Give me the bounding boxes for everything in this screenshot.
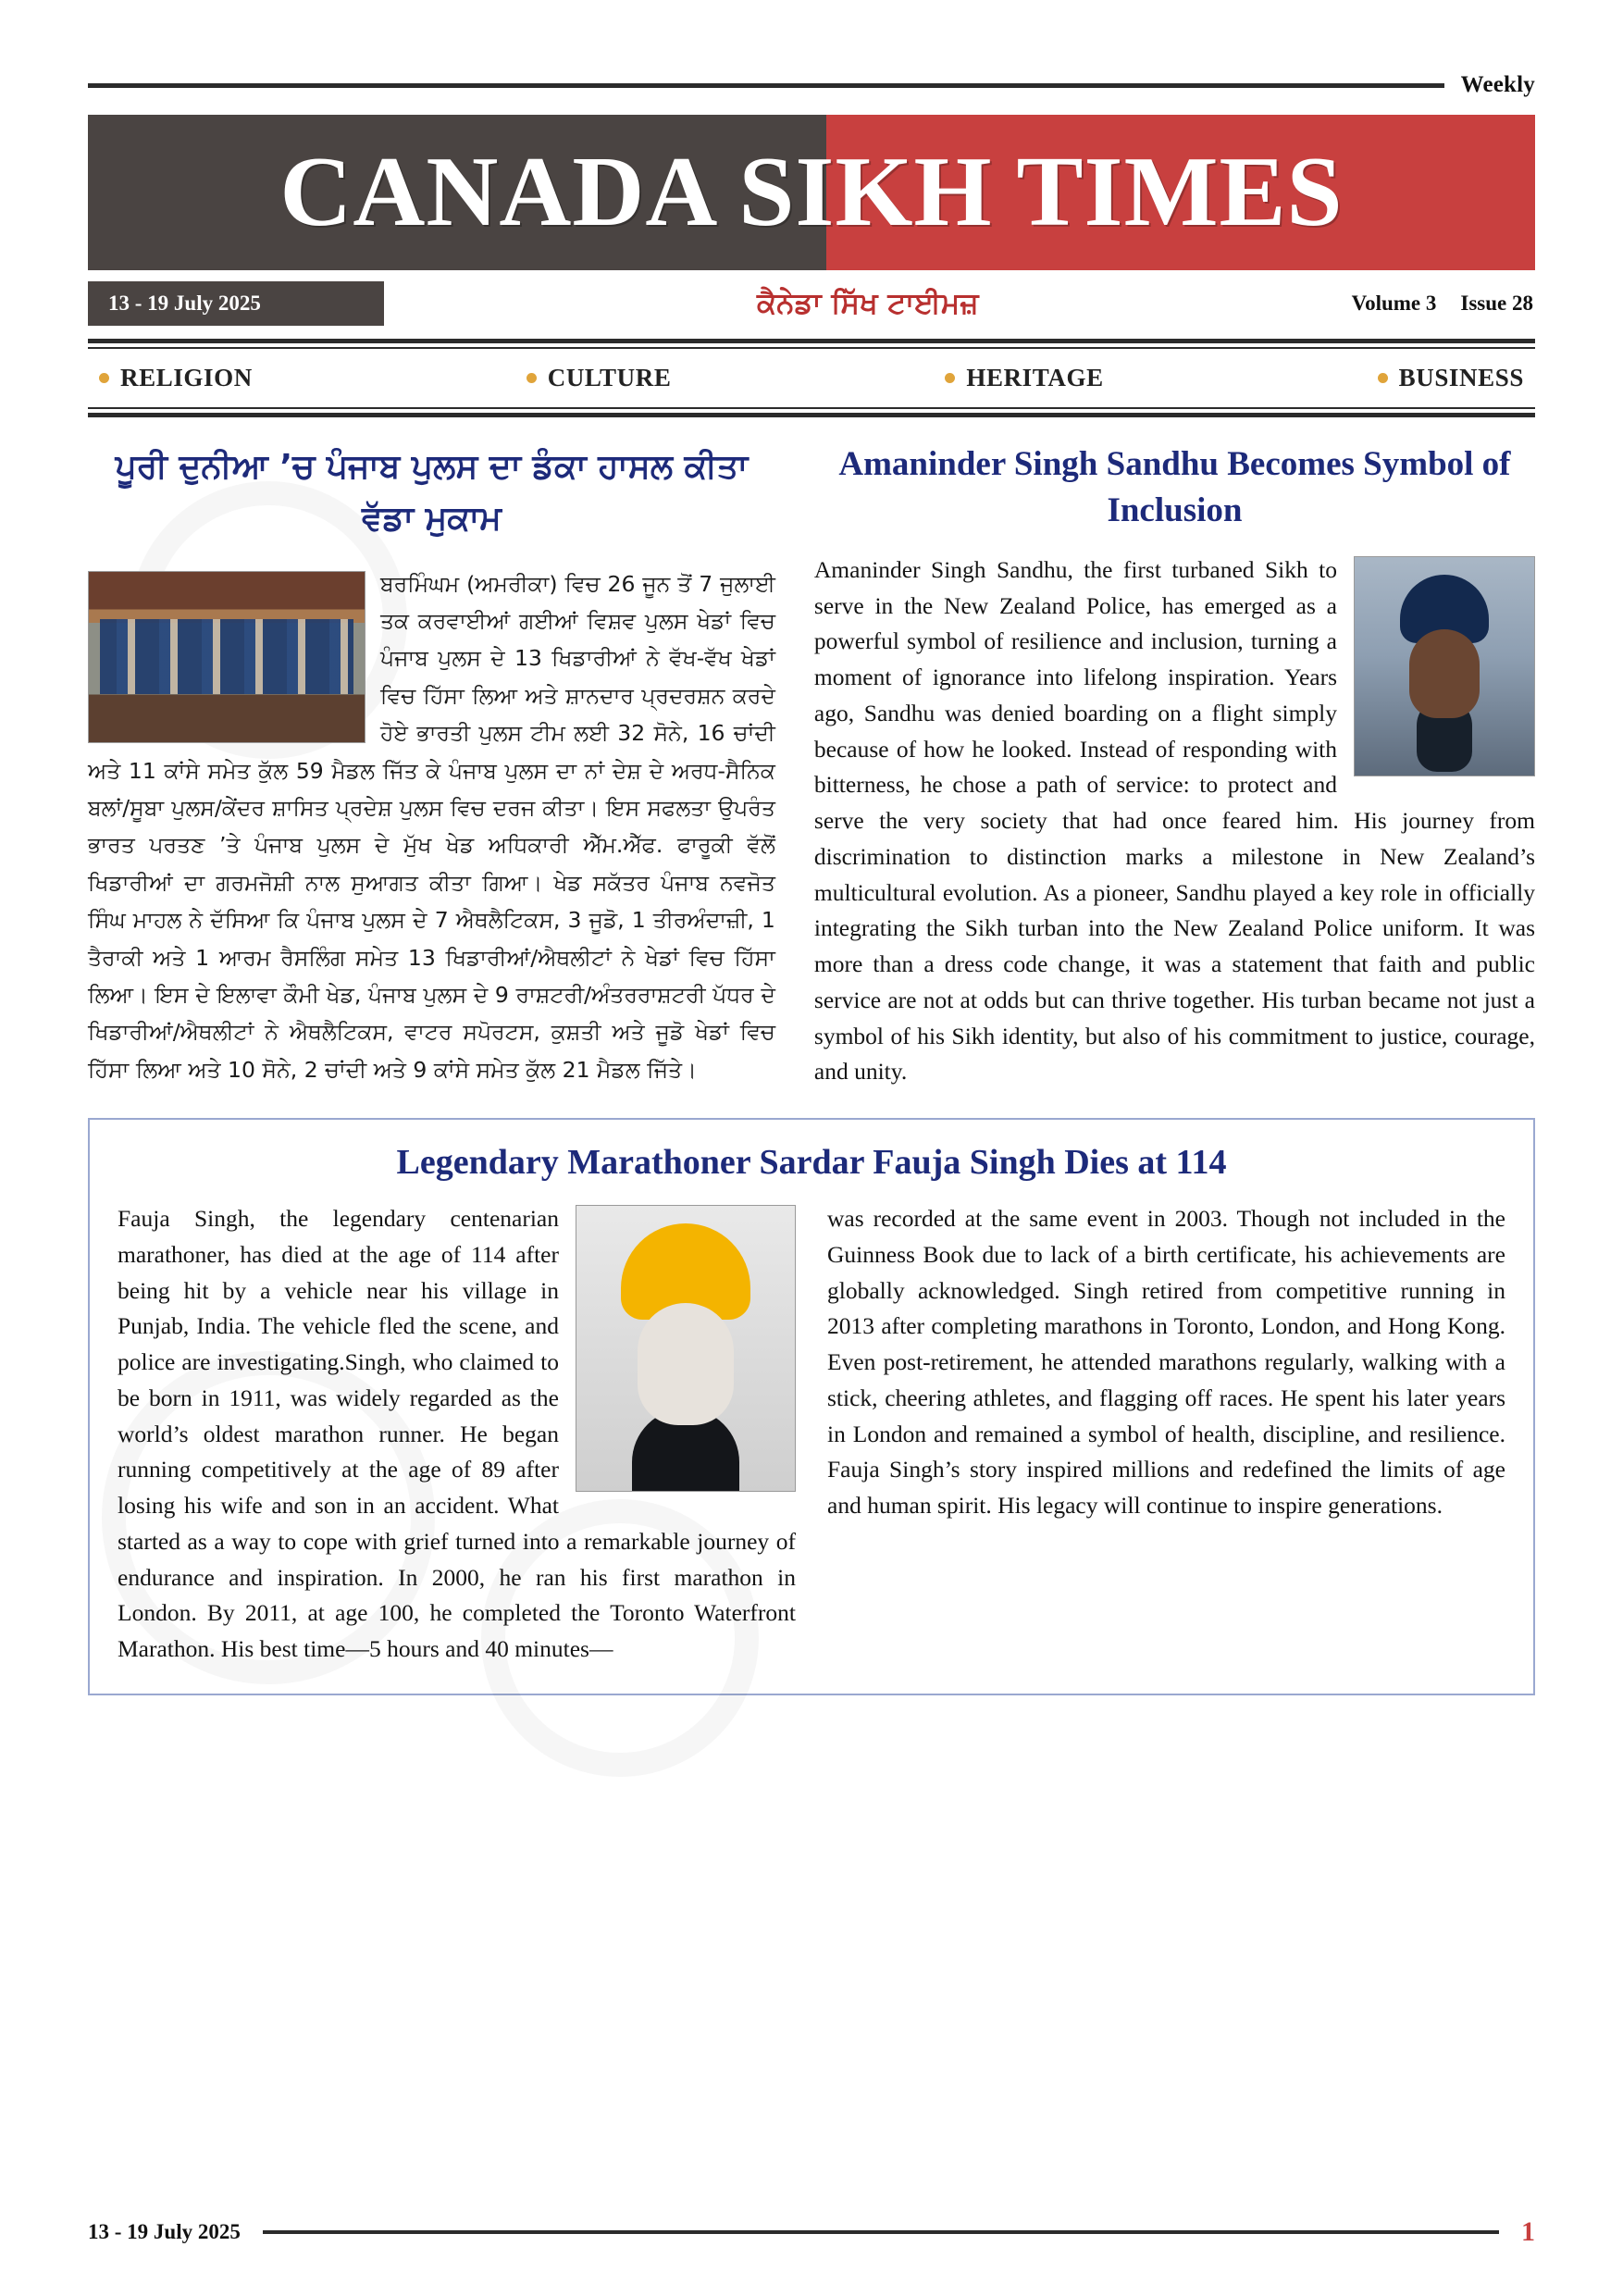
footer-date: 13 - 19 July 2025	[88, 2220, 241, 2243]
footer-page-number: 1	[1521, 2216, 1535, 2247]
punjabi-article-headline: ਪੂਰੀ ਦੁਨੀਆ ’ਚ ਪੰਜਾਬ ਪੁਲਸ ਦਾ ਡੰਕਾ ਹਾਸਲ ਕੀਤਾ ਵੱਡਾ ਮੁਕਾਮ	[115, 448, 749, 538]
weekly-label: Weekly	[1460, 72, 1535, 97]
nav-item-religion[interactable]	[99, 364, 253, 392]
issue-label: Issue 28	[1460, 292, 1533, 315]
article-punjab-police	[88, 441, 775, 1090]
bullet-dot-icon	[99, 373, 109, 383]
nav-rule-thick	[88, 413, 1535, 417]
fauja-body-left: Fauja Singh, the legendary centenarian marathoner, has died at the age of 114 after being hit by a vehicle near his village in Punjab, India. The vehicle fled the scene, and police are investigating.Singh, who claimed to be born in 1911, was widely regarded as the world’s oldest marathon runner. He began running competitively at the age of 89 after losing his wife and son in an accident. What started as a way to cope with grief turned into a remarkable journey of endurance and inspiration. In 2000, he ran his first marathon in London. By 2011, at age 100, he completed the Toronto Waterfront Marathon. His best time—5 hours and 40 minutes—	[118, 1205, 796, 1663]
masthead	[88, 115, 1535, 270]
category-nav	[88, 349, 1535, 407]
top-bar	[88, 72, 1535, 98]
punjabi-article-body-wrap	[88, 565, 775, 1089]
nav-rule-thin	[88, 407, 1535, 409]
article-sandhu	[814, 441, 1535, 1090]
issue-date-chip: 13 - 19 July 2025	[88, 281, 384, 326]
header-double-rule	[88, 339, 1535, 349]
fauja-article-headline: Legendary Marathoner Sardar Fauja Singh Dies at 114	[396, 1143, 1227, 1183]
punjab-police-team-photo	[88, 571, 365, 743]
bullet-dot-icon	[527, 373, 537, 383]
nav-item-label: RELIGION	[120, 364, 253, 391]
sandhu-article-headline: Amaninder Singh Sandhu Becomes Symbol of Inclusion	[838, 445, 1511, 529]
volume-label: Volume 3	[1351, 292, 1437, 315]
footer-rule	[263, 2230, 1499, 2234]
amaninder-singh-sandhu-photo	[1354, 556, 1535, 776]
header-rule-thick	[88, 339, 1535, 343]
sandhu-article-body: Amaninder Singh Sandhu, the first turbaned Sikh to serve in the New Zealand Police, has emerged as a powerful symbol of resilience and inclusion, turning a moment of ignorance into lifelong inspiration. Years ago, Sandhu was denied boarding on a flight simply because of how he looked. Instead of responding with bitterness, he chose a path of service: to protect and serve the very society that had once feared him. His journey from discrimination to distinction marks a milestone in New Zealand’s multicultural evolution. As a pioneer, Sandhu played a key role in officially integrating the Sikh turban into the New Zealand Police uniform. It was more than a dress code change, it was a statement that faith and public service are not at odds but can thrive together. His turban became not just a symbol of his Sikh identity, but also of his commitment to justice, courage, and unity.	[813, 555, 1535, 1086]
fauja-body-right: was recorded at the same event in 2003. Though not included in the Guinness Book due to lack of a birth certificate, his achievements are globally acknowledged. Singh retired from competitive running in 2013 after completing marathons in Toronto, London, and Hong Kong. Even post-retirement, he attended marathons regularly, walking with a stick, cheering athletes, and flagging off races. He spent his later years in London and remained a symbol of health, discipline, and resilience. Fauja Singh’s story inspired millions and redefined the limits of age and human spirit. His legacy will continue to inspire generations.	[827, 1205, 1505, 1520]
page-footer	[88, 2216, 1535, 2248]
punjabi-article-body: ਬਰਮਿੰਘਮ (ਅਮਰੀਕਾ) ਵਿਚ 26 ਜੂਨ ਤੋਂ 7 ਜੁਲਾਈ ਤਕ ਕਰਵਾਈਆਂ ਗਈਆਂ ਵਿਸ਼ਵ ਪੁਲਸ ਖੇਡਾਂ ਵਿਚ ਪੰਜਾਬ ਪੁਲਸ ਦੇ 13 ਖਿਡਾਰੀਆਂ ਨੇ ਵੱਖ-ਵੱਖ ਖੇਡਾਂ ਵਿਚ ਹਿੱਸਾ ਲਿਆ ਅਤੇ ਸ਼ਾਨਦਾਰ ਪ੍ਰਦਰਸ਼ਨ ਕਰਦੇ ਹੋਏ ਭਾਰਤੀ ਪੁਲਸ ਟੀਮ ਲਈ 32 ਸੋਨੇ, 16 ਚਾਂਦੀ ਅਤੇ 11 ਕਾਂਸੇ ਸਮੇਤ ਕੁੱਲ 59 ਮੈਡਲ ਜਿੱਤ ਕੇ ਪੰਜਾਬ ਪੁਲਸ ਦਾ ਨਾਂ ਦੇਸ਼ ਦੇ ਅਰਧ-ਸੈਨਿਕ ਬਲਾਂ/ਸੂਬਾ ਪੁਲਸ/ਕੇਂਦਰ ਸ਼ਾਸਿਤ ਪ੍ਰਦੇਸ਼ ਪੁਲਸ ਵਿਚ ਦਰਜ ਕੀਤਾ। ਇਸ ਸਫਲਤਾ ਉਪਰੰਤ ਭਾਰਤ ਪਰਤਣ ’ਤੇ ਪੰਜਾਬ ਪੁਲਸ ਦੇ ਮੁੱਖ ਖੇਡ ਅਧਿਕਾਰੀ ਐੱਮ.ਐੱਫ. ਫਾਰੂਕੀ ਵੱਲੋਂ ਖਿਡਾਰੀਆਂ ਦਾ ਗਰਮਜੋਸ਼ੀ ਨਾਲ ਸੁਆਗਤ ਕੀਤਾ ਗਿਆ। ਖੇਡ ਸਕੱਤਰ ਪੰਜਾਬ ਨਵਜੋਤ ਸਿੰਘ ਮਾਹਲ ਨੇ ਦੱਸਿਆ ਕਿ ਪੰਜਾਬ ਪੁਲਸ ਦੇ 7 ਐਥਲੈਟਿਕਸ, 3 ਜੂਡੋ, 1 ਤੀਰਅੰਦਾਜ਼ੀ, 1 ਤੈਰਾਕੀ ਅਤੇ 1 ਆਰਮ ਰੈਸਲਿੰਗ ਸਮੇਤ 13 ਖਿਡਾਰੀਆਂ/ਐਥਲੀਟਾਂ ਨੇ ਖੇਡਾਂ ਵਿਚ ਹਿੱਸਾ ਲਿਆ। ਇਸ ਦੇ ਇਲਾਵਾ ਕੌਮੀ ਖੇਡ, ਪੰਜਾਬ ਪੁਲਸ ਦੇ 9 ਰਾਸ਼ਟਰੀ/ਅੰਤਰਰਾਸ਼ਟਰੀ ਪੱਧਰ ਦੇ ਖਿਡਾਰੀਆਂ/ਐਥਲੀਟਾਂ ਨੇ ਐਥਲੈਟਿਕਸ, ਵਾਟਰ ਸਪੋਰਟਸ, ਕੁਸ਼ਤੀ ਅਤੇ ਜੂਡੋ ਖੇਡਾਂ ਵਿਚ ਹਿੱਸਾ ਲਿਆ ਅਤੇ 10 ਸੋਨੇ, 2 ਚਾਂਦੀ ਅਤੇ 9 ਕਾਂਸੇ ਸਮੇਤ ਕੁੱਲ 21 ਮੈਡਲ ਜਿੱਤੇ।	[88, 570, 775, 1083]
main-columns	[88, 441, 1535, 1090]
bullet-dot-icon	[1378, 373, 1388, 383]
feature-article-fauja-singh	[88, 1118, 1535, 1695]
bullet-dot-icon	[945, 373, 955, 383]
nav-item-label: BUSINESS	[1398, 364, 1524, 391]
top-rule	[88, 83, 1444, 88]
dateline-row	[88, 281, 1535, 326]
fauja-singh-photo	[576, 1205, 796, 1492]
fauja-column-left	[118, 1201, 796, 1668]
volume-issue	[1352, 281, 1535, 326]
nav-item-culture[interactable]	[527, 364, 672, 392]
masthead-title: CANADA SIKH TIMES	[279, 137, 1344, 247]
nav-item-label: CULTURE	[547, 364, 672, 391]
sandhu-article-body-wrap	[814, 552, 1535, 1090]
nav-item-heritage[interactable]	[945, 364, 1103, 392]
fauja-column-right	[827, 1201, 1505, 1668]
punjabi-masthead-title: ਕੈਨੇਡਾ ਸਿੱਖ ਟਾਈਮਜ਼	[757, 286, 979, 320]
nav-item-label: HERITAGE	[966, 364, 1104, 391]
nav-item-business[interactable]	[1378, 364, 1524, 392]
fauja-article-body	[118, 1201, 1505, 1668]
